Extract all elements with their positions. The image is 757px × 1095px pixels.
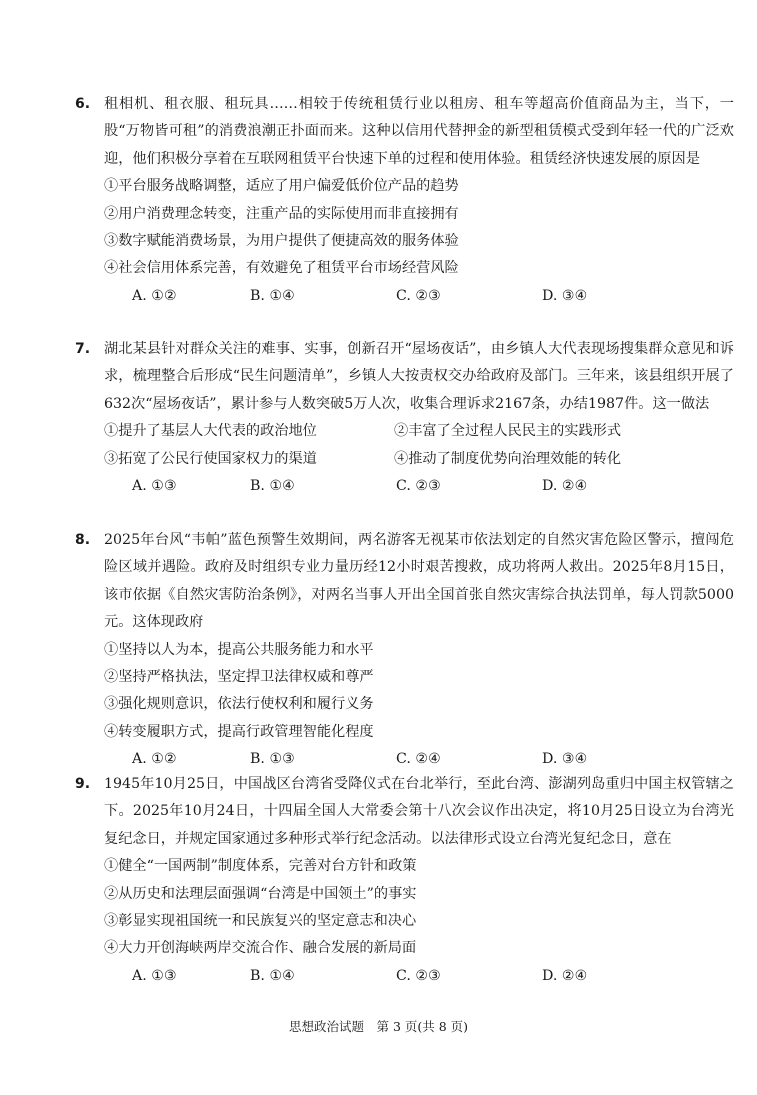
statement-option-1: ①坚持以人为本，提高公共服务能力和水平 — [104, 641, 374, 658]
question-8 — [75, 527, 734, 774]
answer-choice-c: C. ②③ — [396, 967, 441, 984]
question-stem: 2025年台风“韦帕”蓝色预警生效期间，两名游客无视某市依法划定的自然灾害危险区警示，擅闯危险区域并遇险。政府及时组织专业力量历经12小时艰苦搜救，成功将两人救出。2025年8月15日，该市依据《自然灾害防治条例》，对两名当事人开出全国首张自然灾害综合执法罚单，每人罚款5000元。这体现政府 — [104, 532, 734, 631]
answer-choice-d: D. ③④ — [542, 287, 588, 304]
answer-choices — [104, 283, 734, 310]
statement-options — [104, 418, 734, 473]
answer-choice-b: B. ①③ — [250, 751, 295, 768]
question-number: 8. — [75, 532, 91, 548]
answer-choice-b: B. ①④ — [250, 967, 295, 984]
answer-choice-d: D. ②④ — [542, 967, 588, 984]
question-7 — [75, 336, 734, 500]
answer-choices — [104, 473, 734, 500]
statement-option-4: ④推动了制度优势向治理效能的转化 — [394, 450, 622, 467]
answer-choice-d: D. ③④ — [542, 751, 588, 768]
answer-choice-a: A. ①② — [132, 751, 177, 768]
statement-option-1: ①健全“一国两制”制度体系，完善对台方针和政策 — [104, 858, 417, 875]
question-stem: 湖北某县针对群众关注的难事、实事，创新召开“屋场夜话”，由乡镇人大代表现场搜集群众意见和诉求，梳理整合后形成“民生问题清单”，乡镇人大按责权交办给政府及部门。三年来，该县组织开展了632次“屋场夜话”，累计参与人数突破5万人次，收集合理诉求2167条，办结1987件。这一做法 — [104, 341, 734, 412]
statement-option-2: ②丰富了全过程人民民主的实践形式 — [394, 423, 622, 440]
statement-option-3: ③拓宽了公民行使国家权力的渠道 — [104, 450, 317, 467]
question-number: 7. — [75, 341, 91, 357]
statement-option-3: ③彰显实现祖国统一和民族复兴的坚定意志和决心 — [104, 913, 417, 930]
question-number: 6. — [75, 96, 91, 112]
answer-choice-a: A. ①③ — [132, 478, 177, 495]
answer-choice-c: C. ②④ — [396, 751, 441, 768]
statement-option-4: ④大力开创海峡两岸交流合作、融合发展的新局面 — [104, 940, 417, 957]
statement-option-4: ④转变履职方式，提高行政管理智能化程度 — [104, 723, 374, 740]
question-9 — [75, 771, 734, 990]
statement-option-1: ①平台服务战略调整，适应了用户偏爱低价位产品的趋势 — [104, 178, 459, 195]
statement-option-2: ②用户消费理念转变，注重产品的实际使用而非直接拥有 — [104, 205, 459, 222]
statement-option-3: ③数字赋能消费场景，为用户提供了便捷高效的服务体验 — [104, 233, 459, 250]
question-stem: 1945年10月25日，中国战区台湾省受降仪式在台北举行，至此台湾、澎湖列岛重归中国主权管辖之下。2025年10月24日，十四届全国人大常委会第十八次会议作出决定，将10月25日设立为台湾光复纪念日，并规定国家通过多种形式举行纪念活动。以法律形式设立台湾光复纪念日，意在 — [104, 776, 734, 847]
answer-choice-b: B. ①④ — [250, 287, 295, 304]
answer-choice-d: D. ②④ — [542, 478, 588, 495]
answer-choice-b: B. ①④ — [250, 478, 295, 495]
statement-option-2: ②从历史和法理层面强调“台湾是中国领土”的事实 — [104, 885, 417, 902]
statement-option-3: ③强化规则意识，依法行使权利和履行义务 — [104, 696, 374, 713]
statement-option-4: ④社会信用体系完善，有效避免了租赁平台市场经营风险 — [104, 260, 459, 277]
answer-choice-a: A. ①③ — [132, 967, 177, 984]
question-stem: 租相机、租衣服、租玩具……相较于传统租赁行业以租房、租车等超高价值商品为主，当下，一股“万物皆可租”的消费浪潮正扑面而来。这种以信用代替押金的新型租赁模式受到年轻一代的广泛欢迎，他们积极分享着在互联网租赁平台快速下单的过程和使用体验。租赁经济快速发展的原因是 — [104, 96, 734, 167]
answer-choice-c: C. ②③ — [396, 478, 441, 495]
question-6 — [75, 91, 734, 310]
answer-choice-a: A. ①② — [132, 287, 177, 304]
answer-choices — [104, 746, 734, 773]
statement-option-1: ①提升了基层人大代表的政治地位 — [104, 423, 317, 440]
answer-choice-c: C. ②③ — [396, 287, 441, 304]
answer-choices — [104, 963, 734, 990]
question-number: 9. — [75, 776, 91, 792]
statement-option-2: ②坚持严格执法，坚定捍卫法律权威和尊严 — [104, 669, 374, 686]
page-footer: 思想政治试题 第 3 页(共 8 页) — [288, 1019, 469, 1034]
